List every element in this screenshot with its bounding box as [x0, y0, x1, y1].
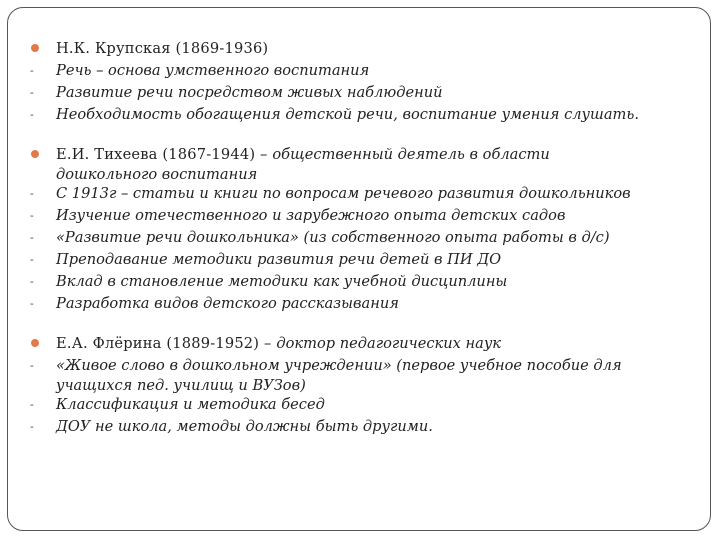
list-item — [28, 205, 698, 227]
item-text: ДОУ не школа, методы должны быть другими. — [56, 418, 433, 435]
list-item — [28, 271, 698, 293]
person-name: Е.А. Флёрина (1889-1952) – — [56, 335, 277, 352]
section-heading — [28, 144, 698, 183]
list-item — [28, 104, 698, 126]
list-item — [28, 82, 698, 104]
dash-marker: - — [30, 108, 34, 121]
item-text: (первое учебное пособие для — [391, 357, 622, 374]
person-name: Н.К. Крупская (1869-1936) — [56, 40, 269, 57]
dash-marker: - — [30, 420, 34, 433]
item-text: Разработка видов детского рассказывания — [56, 295, 399, 312]
list-item — [28, 183, 698, 205]
section-1 — [28, 144, 698, 315]
slide-body — [28, 38, 698, 456]
item-text: Речь – основа умственного воспитания — [56, 62, 370, 79]
section-2 — [28, 333, 698, 438]
section-0 — [28, 38, 698, 126]
item-text: Изучение отечественного и зарубежного опыта детских садов — [56, 207, 566, 224]
item-text: Вклад в становление методики как учебной дисциплины — [56, 273, 508, 290]
person-description: общественный деятель в области — [272, 146, 550, 163]
list-item — [28, 355, 698, 394]
item-text: Необходимость обогащения детской речи, воспитание умения слушать. — [56, 106, 639, 123]
item-text-continued: учащихся пед. училищ и ВУЗов) — [56, 377, 306, 394]
dash-marker: - — [30, 253, 34, 266]
dash-marker: - — [30, 187, 34, 200]
item-text: Классификация и методика бесед — [56, 396, 325, 413]
list-item — [28, 394, 698, 416]
section-heading — [28, 333, 698, 355]
dash-marker: - — [30, 231, 34, 244]
dash-marker: - — [30, 297, 34, 310]
bullet-icon — [31, 339, 39, 347]
person-description: доктор педагогических наук — [276, 335, 502, 352]
dash-marker: - — [30, 275, 34, 288]
bullet-icon — [31, 150, 39, 158]
list-item — [28, 227, 698, 249]
list-item — [28, 60, 698, 82]
list-item — [28, 249, 698, 271]
item-text: «Живое слово в дошкольном учреждении» — [56, 357, 392, 374]
dash-marker: - — [30, 359, 34, 372]
item-text: «Развитие речи дошкольника» (из собственного опыта работы в д/с) — [56, 229, 610, 246]
item-text: С 1913г – статьи и книги по вопросам речевого развития дошкольников — [56, 185, 631, 202]
person-description-continued: дошкольного воспитания — [56, 166, 258, 183]
section-heading — [28, 38, 698, 60]
dash-marker: - — [30, 64, 34, 77]
dash-marker: - — [30, 86, 34, 99]
dash-marker: - — [30, 209, 34, 222]
item-text: Развитие речи посредством живых наблюдений — [56, 84, 443, 101]
dash-marker: - — [30, 398, 34, 411]
list-item — [28, 416, 698, 438]
person-name: Е.И. Тихеева (1867-1944) – — [56, 146, 273, 163]
item-text: Преподавание методики развития речи детей в ПИ ДО — [56, 251, 502, 268]
bullet-icon — [31, 44, 39, 52]
list-item — [28, 293, 698, 315]
